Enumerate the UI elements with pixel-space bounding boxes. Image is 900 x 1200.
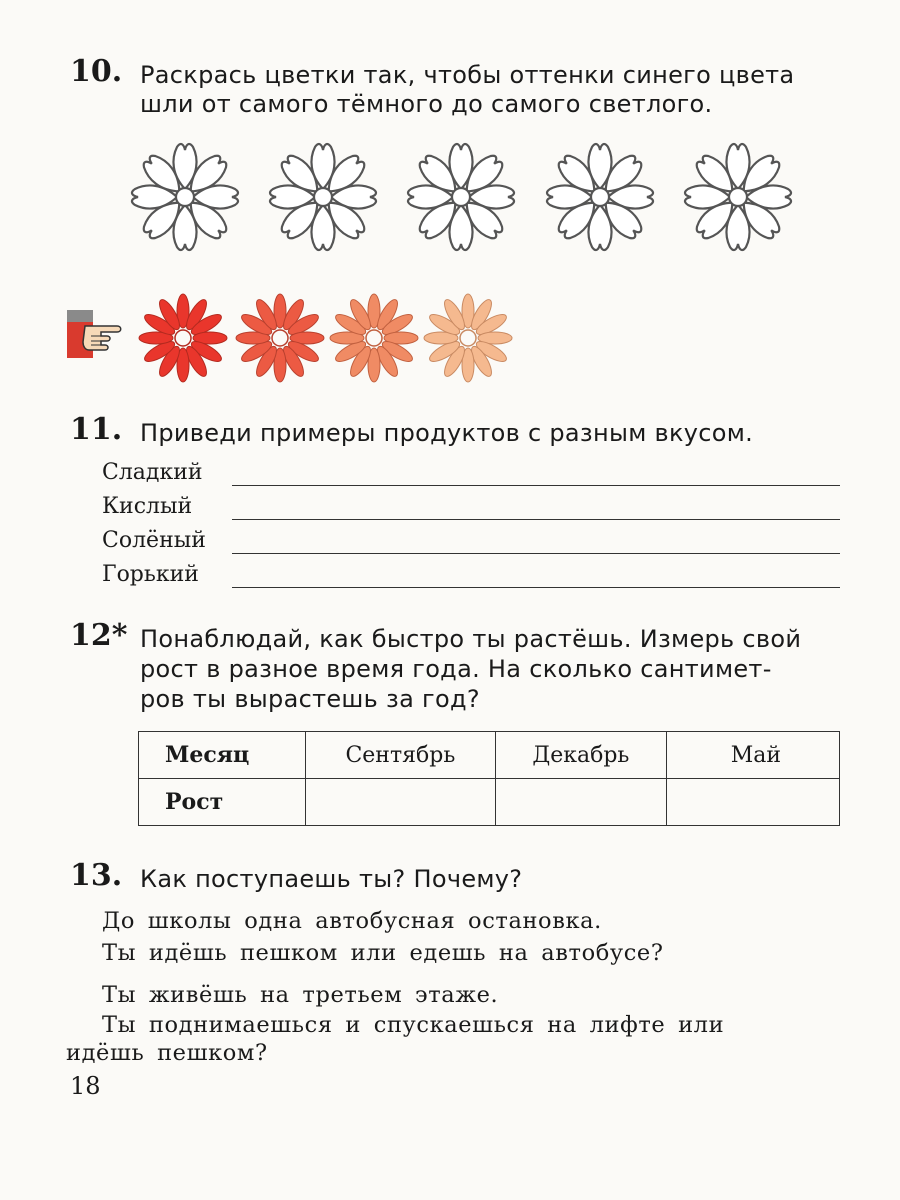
task-13-text: Как поступаешь ты? Почему? <box>140 865 523 893</box>
table-cell-height-2[interactable] <box>495 779 666 826</box>
pointing-hand-icon <box>67 310 127 358</box>
example-flower-1 <box>139 294 227 382</box>
taste-label-bitter: Горький <box>102 562 199 587</box>
outline-flower-2[interactable] <box>270 144 376 250</box>
task-12-number: 12* <box>70 618 128 653</box>
task-13-line-3: Ты живёшь на третьем этаже. <box>102 982 499 1008</box>
table-cell-month-1: Сентябрь <box>306 732 496 779</box>
outline-flower-1[interactable] <box>132 144 238 250</box>
example-flower-2 <box>236 294 324 382</box>
example-flowers-row <box>135 292 535 384</box>
task-13-line-5: идёшь пешком? <box>66 1040 268 1066</box>
table-header-height: Рост <box>139 779 306 826</box>
answer-line-sour[interactable] <box>232 519 840 520</box>
task-10-number: 10. <box>70 54 123 89</box>
table-row-height <box>139 779 840 826</box>
table-row-month <box>139 732 840 779</box>
task-10-text-line2: шли от самого тёмного до самого светлого. <box>140 90 713 118</box>
table-cell-month-3: Май <box>666 732 839 779</box>
outline-flower-5[interactable] <box>685 144 791 250</box>
growth-table <box>138 731 840 826</box>
taste-label-salty: Солёный <box>102 528 206 553</box>
outline-flower-3[interactable] <box>408 144 514 250</box>
table-header-month: Месяц <box>139 732 306 779</box>
task-11-text: Приведи примеры продуктов с разным вкусом. <box>140 419 754 447</box>
task-13-line-1: До школы одна автобусная остановка. <box>102 908 602 934</box>
task-12-text-line1: Понаблюдай, как быстро ты растёшь. Измерь свой <box>140 625 802 653</box>
answer-line-sweet[interactable] <box>232 485 840 486</box>
task-10-text-line1: Раскрась цветки так, чтобы оттенки синего цвета <box>140 61 795 89</box>
example-flower-4 <box>424 294 512 382</box>
outline-flower-4[interactable] <box>547 144 653 250</box>
table-cell-height-3[interactable] <box>666 779 839 826</box>
task-12-text-line2: рост в разное время года. На сколько сантимет- <box>140 655 772 683</box>
answer-line-bitter[interactable] <box>232 587 840 588</box>
task-12-text-line3: ров ты вырастешь за год? <box>140 685 480 713</box>
task-11-number: 11. <box>70 412 123 447</box>
page-number: 18 <box>70 1072 101 1100</box>
taste-label-sour: Кислый <box>102 494 193 519</box>
example-flower-3 <box>330 294 418 382</box>
task-13-line-2: Ты идёшь пешком или едешь на автобусе? <box>102 940 664 966</box>
outline-flowers-row <box>130 135 850 265</box>
taste-label-sweet: Сладкий <box>102 460 203 485</box>
table-cell-month-2: Декабрь <box>495 732 666 779</box>
task-13-number: 13. <box>70 858 123 893</box>
task-13-line-4: Ты поднимаешься и спускаешься на лифте или <box>102 1012 725 1038</box>
table-cell-height-1[interactable] <box>306 779 496 826</box>
answer-line-salty[interactable] <box>232 553 840 554</box>
